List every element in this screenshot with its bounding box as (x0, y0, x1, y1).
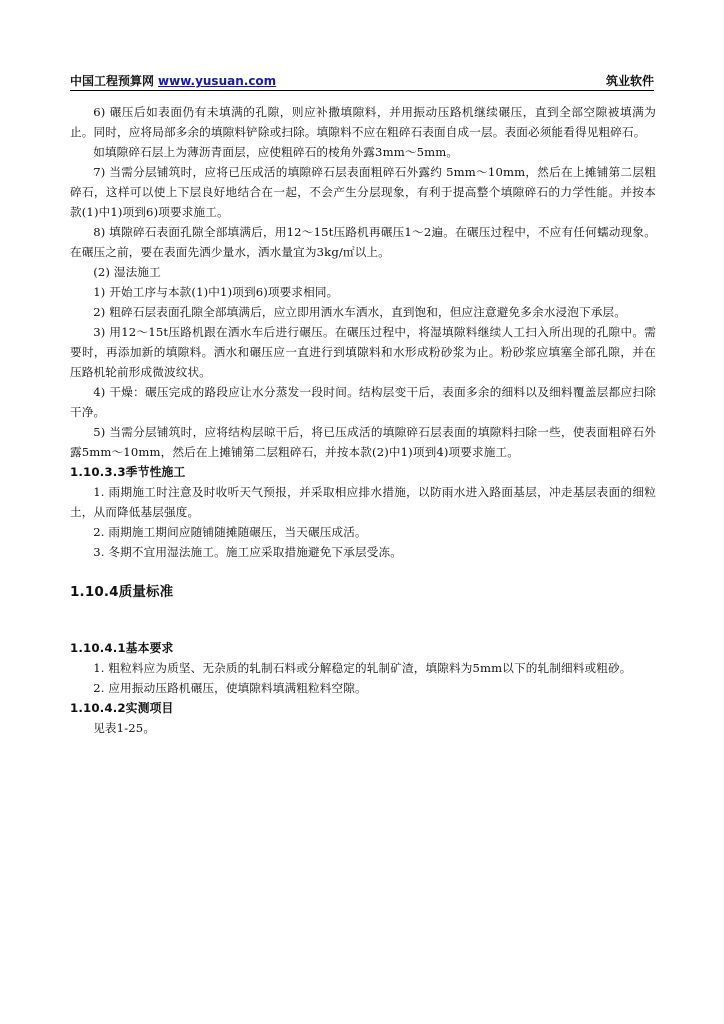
site-url-link[interactable]: www.yusuan.com (158, 74, 277, 88)
paragraph: 4) 干燥：碾压完成的路段应让水分蒸发一段时间。结构层变干后，表面多余的细料以及细料覆盖层都应扫除干净。 (70, 385, 656, 419)
paragraph: 2) 粗碎石层表面孔隙全部填满后，应立即用洒水车洒水，直到饱和，但应注意避免多余水浸泡下承层。 (93, 305, 626, 319)
paragraph: 3) 用12～15t压路机跟在洒水车后进行碾压。在碾压过程中，将湿填隙料继续人工扫入所出现的孔隙中。需要时，再添加新的填隙料。洒水和碾压应一直进行到填隙料和水形成粉砂浆为止。粉砂浆应填塞全部孔隙，并在压路机轮前形成微波纹状。 (70, 325, 656, 379)
document-body (70, 102, 656, 738)
header-site (70, 72, 276, 89)
list-item: 1. 粗粒料应为质坚、无杂质的轧制石料或分解稳定的轧制矿渣，填隙料为5mm以下的轧制细料或粗砂。 (93, 661, 632, 675)
section-heading-seasonal: 1.10.3.3季节性施工 (70, 465, 186, 479)
section-heading-test: 1.10.4.2实测项目 (70, 701, 174, 715)
subsection-label: (2) 湿法施工 (93, 265, 161, 279)
list-item: 3. 冬期不宜用湿法施工。施工应采取措施避免下承层受冻。 (93, 545, 402, 559)
paragraph: 5) 当需分层铺筑时，应将结构层晾干后，将已压成活的填隙碎石层表面的填隙料扫除一些，使表面粗碎石外露5mm～10mm，然后在上摊铺第二层粗碎石，并按本款(2)中1)项到4)项要求施工。 (70, 425, 656, 459)
paragraph: 8) 填隙碎石表面孔隙全部填满后，用12～15t压路机再碾压1～2遍。在碾压过程中，不应有任何蠕动现象。在碾压之前，要在表面先洒少量水，洒水量宜为3kg/㎡以上。 (70, 225, 656, 259)
paragraph: 1) 开始工序与本款(1)中1)项到6)项要求相同。 (93, 285, 339, 299)
section-heading-basic: 1.10.4.1基本要求 (70, 641, 174, 655)
paragraph: 见表1-25。 (93, 721, 156, 735)
paragraph: 7) 当需分层铺筑时，应将已压成活的填隙碎石层表面粗碎石外露约 5mm～10mm，然后在上摊铺第二层粗碎石，这样可以使上下层良好地结合在一起，不会产生分层现象，有利于提高整个填隙碎石的力学性能。并按本款(1)中1)项到6)项要求施工。 (70, 165, 656, 219)
paragraph: 如填隙碎石层上为薄沥青面层，应使粗碎石的棱角外露3mm～5mm。 (93, 145, 459, 159)
list-item: 2. 雨期施工期间应随铺随摊随碾压，当天碾压成活。 (93, 525, 367, 539)
page-header (70, 70, 654, 91)
section-heading-quality: 1.10.4质量标准 (70, 584, 174, 600)
site-name: 中国工程预算网 (70, 74, 155, 88)
paragraph: 6) 碾压后如表面仍有未填满的孔隙，则应补撒填隙料，并用振动压路机继续碾压，直到全部空隙被填满为止。同时，应将局部多余的填隙料铲除或扫除。填隙料不应在粗碎石表面自成一层。表面必须能看得见粗碎石。 (70, 105, 656, 139)
list-item: 2. 应用振动压路机碾压，使填隙料填满粗粒料空隙。 (93, 681, 367, 695)
header-brand: 筑业软件 (605, 74, 654, 88)
list-item: 1. 雨期施工时注意及时收听天气预报，并采取相应排水措施，以防雨水进入路面基层，冲走基层表面的细粒土，从而降低基层强度。 (70, 485, 656, 519)
